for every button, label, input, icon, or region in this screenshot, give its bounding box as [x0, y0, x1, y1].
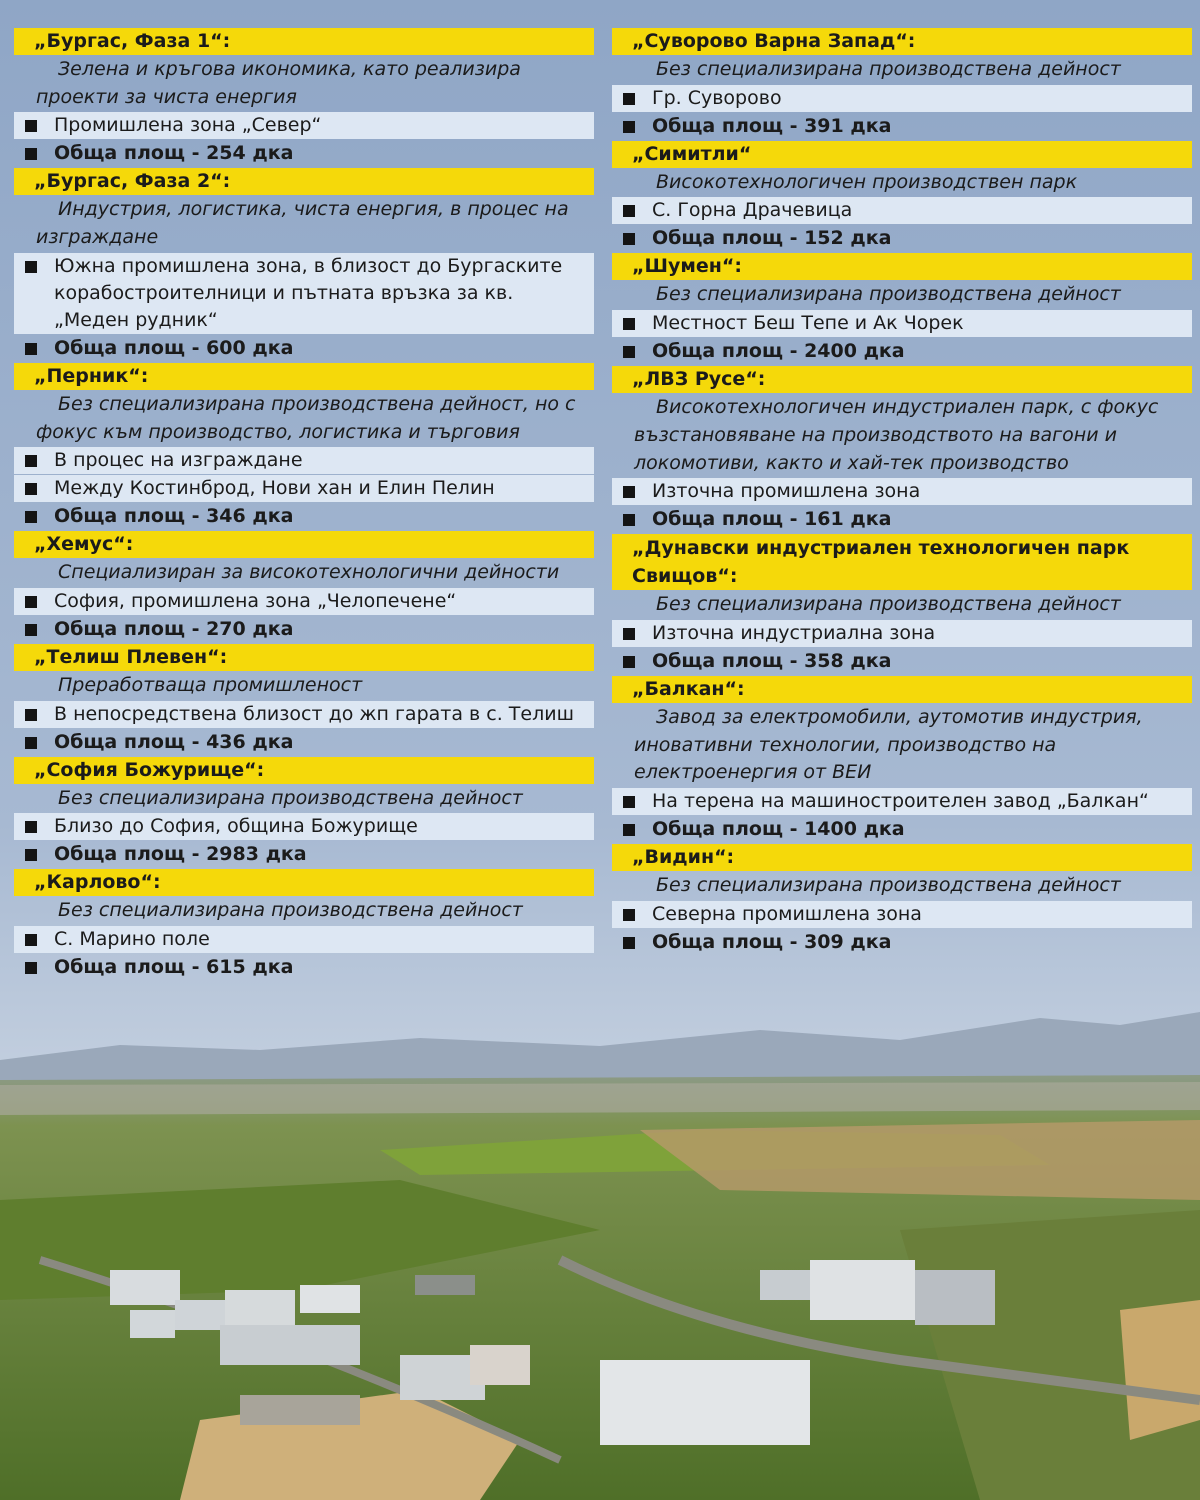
park-entry-balkan	[612, 676, 1192, 843]
park-description: Високотехнологичен индустриален парк, с фокус възстановяване на производството на вагони и локомотиви, както и хай-тек производство	[634, 396, 1159, 474]
park-location: Промишлена зона „Север“	[14, 112, 594, 139]
park-entry-svishtov	[612, 534, 1192, 675]
square-bullet-icon	[623, 514, 635, 526]
square-bullet-icon	[25, 148, 37, 160]
park-location: Близо до София, община Божурище	[14, 813, 594, 840]
square-bullet-icon	[623, 205, 635, 217]
park-location: В непосредствена близост до жп гарата в с. Телиш	[14, 701, 594, 728]
park-entry-lvz-ruse	[612, 366, 1192, 533]
park-entry-burgas-1	[14, 28, 594, 167]
square-bullet-icon	[25, 455, 37, 467]
park-area: Обща площ - 391 дка	[612, 113, 1192, 140]
square-bullet-icon	[623, 656, 635, 668]
square-bullet-icon	[25, 120, 37, 132]
park-description: Специализиран за високотехнологични дейности	[58, 561, 560, 584]
park-area: Обща площ - 161 дка	[612, 506, 1192, 533]
park-title: „Перник“:	[14, 363, 594, 390]
square-bullet-icon	[623, 628, 635, 640]
park-title: „Бургас, Фаза 1“:	[14, 28, 594, 55]
park-description: Без специализирана производствена дейност	[656, 58, 1121, 80]
square-bullet-icon	[623, 346, 635, 358]
park-entry-burgas-2	[14, 168, 594, 361]
park-location: Източна индустриална зона	[612, 620, 1192, 647]
square-bullet-icon	[25, 962, 37, 974]
park-entry-shumen	[612, 253, 1192, 365]
park-location: Източна промишлена зона	[612, 478, 1192, 505]
park-location: На терена на машиностроителен завод „Балкан“	[612, 788, 1192, 815]
park-location: София, промишлена зона „Челопечене“	[14, 588, 594, 615]
square-bullet-icon	[623, 909, 635, 921]
park-entry-telish-pleven	[14, 644, 594, 756]
park-entry-suvorovo	[612, 28, 1192, 140]
park-area: Обща площ - 152 дка	[612, 225, 1192, 252]
park-title: „Суворово Варна Запад“:	[612, 28, 1192, 55]
park-location: Южна промишлена зона, в близост до Бургаските корабостроителници и пътната връзка за кв. „Меден рудник“	[14, 253, 594, 334]
park-area: Обща площ - 2983 дка	[14, 841, 594, 868]
park-location-secondary: Между Костинброд, Нови хан и Елин Пелин	[14, 475, 594, 502]
park-entry-hemus	[14, 531, 594, 643]
left-column	[14, 28, 594, 982]
square-bullet-icon	[623, 486, 635, 498]
square-bullet-icon	[623, 233, 635, 245]
park-description: Без специализирана производствена дейност	[656, 874, 1121, 897]
park-area: Обща площ - 436 дка	[14, 729, 594, 756]
square-bullet-icon	[25, 261, 37, 273]
park-description: Без специализирана производствена дейност	[58, 786, 523, 809]
square-bullet-icon	[623, 93, 635, 105]
park-entry-vidin	[612, 844, 1192, 956]
square-bullet-icon	[623, 796, 635, 808]
park-title: „Шумен“:	[612, 253, 1192, 280]
square-bullet-icon	[25, 483, 37, 495]
park-description: Без специализирана производствена дейност	[58, 899, 523, 922]
park-description: Без специализирана производствена дейност	[656, 593, 1121, 616]
park-title: „Телиш Плевен“:	[14, 644, 594, 671]
park-title: „Бургас, Фаза 2“:	[14, 168, 594, 195]
park-area: Обща площ - 270 дка	[14, 616, 594, 643]
park-area: Обща площ - 358 дка	[612, 648, 1192, 675]
park-title: „Видин“:	[612, 844, 1192, 871]
park-description: Високотехнологичен производствен парк	[656, 170, 1078, 193]
park-description: Индустрия, логистика, чиста енергия, в процес на изграждане	[36, 198, 569, 249]
park-description: Без специализирана производствена дейност, но с фокус към производство, логистика и търговия	[36, 392, 576, 443]
park-title: „Симитли“	[612, 141, 1192, 168]
park-description: Завод за електромобили, аутомотив индустрия, иновативни технологии, производство на електроенергия от ВЕИ	[634, 705, 1143, 784]
park-title: „Хемус“:	[14, 531, 594, 558]
square-bullet-icon	[623, 824, 635, 836]
park-area: Обща площ - 309 дка	[612, 929, 1192, 956]
park-description: Без специализирана производствена дейност	[656, 283, 1121, 306]
park-title: „София Божурище“:	[14, 757, 594, 784]
park-location: Северна промишлена зона	[612, 901, 1192, 928]
right-column	[612, 28, 1192, 957]
park-area: Обща площ - 1400 дка	[612, 816, 1192, 843]
park-area: Обща площ - 615 дка	[14, 954, 594, 981]
park-area: Обща площ - 600 дка	[14, 335, 594, 362]
square-bullet-icon	[623, 937, 635, 949]
square-bullet-icon	[25, 709, 37, 721]
park-entry-karlovo	[14, 869, 594, 981]
park-entry-simitli	[612, 141, 1192, 253]
park-location: С. Горна Драчевица	[612, 197, 1192, 224]
park-entry-pernik	[14, 363, 594, 530]
park-title: „Карлово“:	[14, 869, 594, 896]
park-description: Зелена и кръгова икономика, като реализира проекти за чиста енергия	[36, 58, 521, 108]
park-area: Обща площ - 2400 дка	[612, 338, 1192, 365]
square-bullet-icon	[25, 596, 37, 608]
park-area: Обща площ - 254 дка	[14, 140, 594, 167]
square-bullet-icon	[25, 511, 37, 523]
square-bullet-icon	[25, 343, 37, 355]
park-location: Местност Беш Тепе и Ак Чорек	[612, 310, 1192, 337]
square-bullet-icon	[25, 821, 37, 833]
square-bullet-icon	[623, 318, 635, 330]
square-bullet-icon	[25, 934, 37, 946]
park-location: С. Марино поле	[14, 926, 594, 953]
park-area: Обща площ - 346 дка	[14, 503, 594, 530]
park-title: „Дунавски индустриален технологичен парк Свищов“:	[612, 534, 1192, 590]
park-description: Преработваща промишленост	[58, 673, 363, 696]
square-bullet-icon	[25, 737, 37, 749]
square-bullet-icon	[623, 121, 635, 133]
park-entry-sofia-bozhurishte	[14, 757, 594, 869]
park-title: „ЛВЗ Русе“:	[612, 366, 1192, 393]
square-bullet-icon	[25, 849, 37, 861]
park-location: В процес на изграждане	[14, 447, 594, 474]
square-bullet-icon	[25, 624, 37, 636]
park-title: „Балкан“:	[612, 676, 1192, 703]
park-location: Гр. Суворово	[612, 85, 1192, 112]
